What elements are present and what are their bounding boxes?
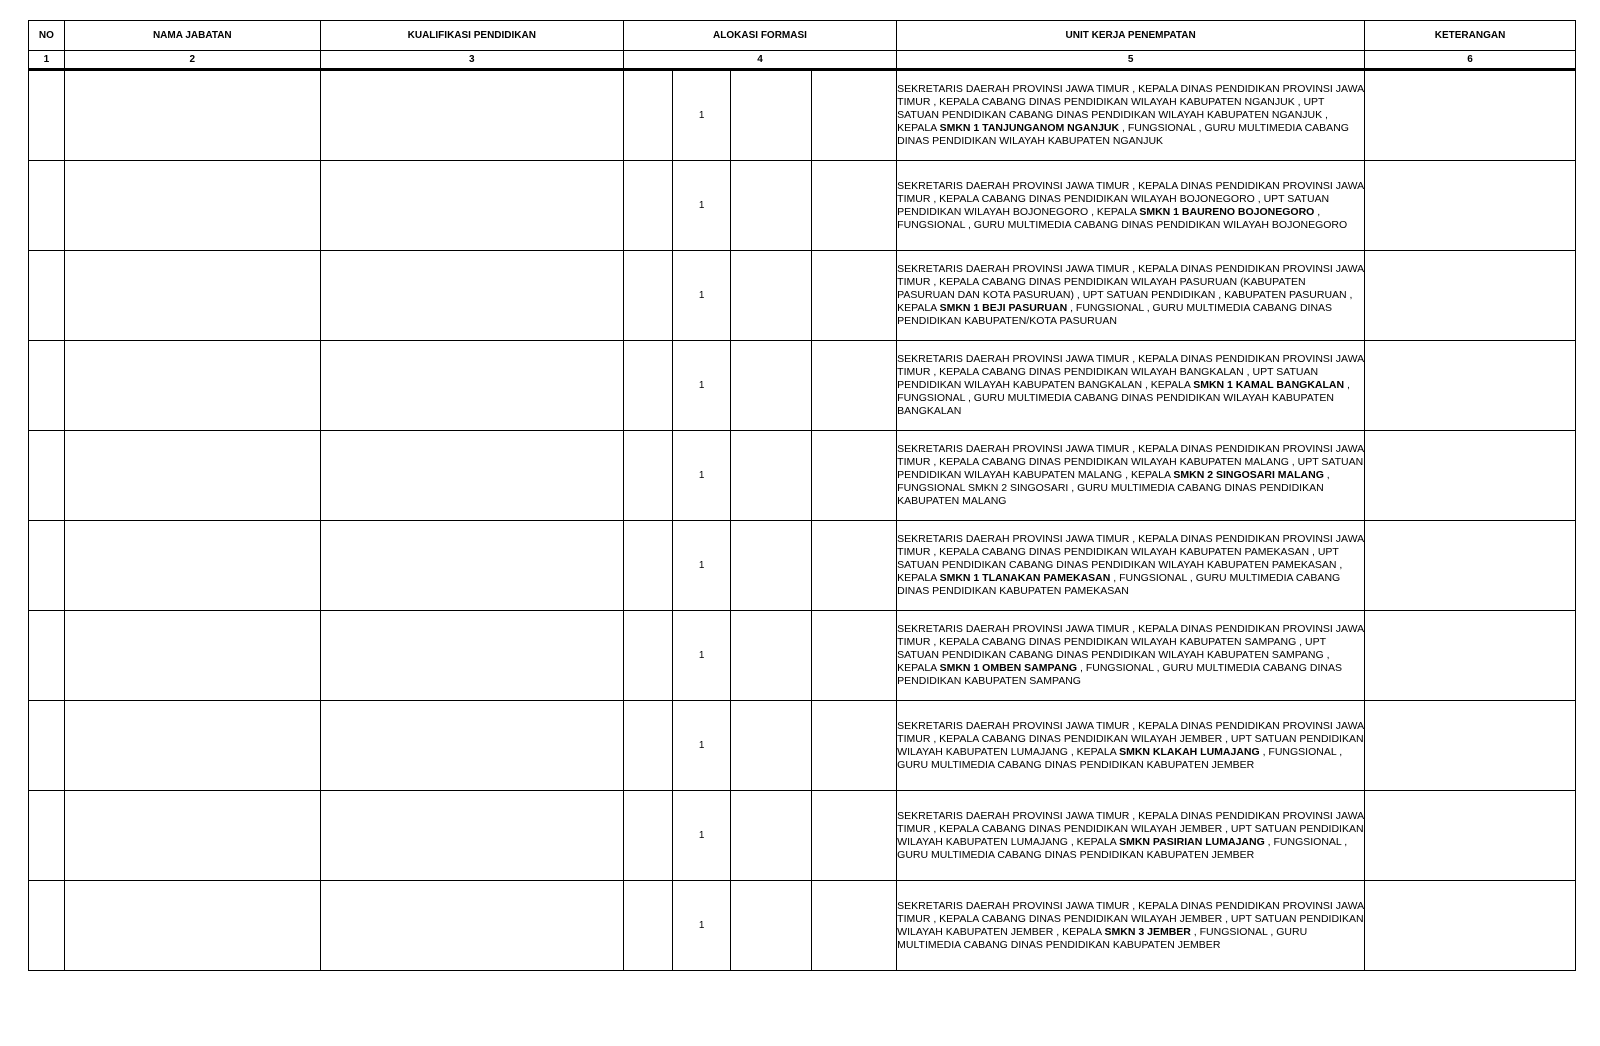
table-row (29, 521, 1576, 611)
cell-unit-kerja-penempatan (897, 251, 1365, 341)
cell-no (29, 431, 65, 521)
cell-no (29, 251, 65, 341)
cell-kualifikasi-pendidikan (320, 521, 623, 611)
cell-keterangan (1365, 161, 1576, 251)
cell-keterangan (1365, 251, 1576, 341)
cell-alokasi-sub (623, 521, 672, 611)
unit-school-name: SMKN 1 KAMAL BANGKALAN (1193, 379, 1345, 391)
unit-school-name: SMKN 2 SINGOSARI MALANG (1173, 469, 1324, 481)
cell-alokasi-sub (812, 611, 897, 701)
unit-text-pre: SEKRETARIS DAERAH PROVINSI JAWA TIMUR , KEPALA DINAS PENDIDIKAN PROVINSI JAWA TIMUR , KEPALA CABANG DINAS PENDIDIKAN WILAYAH BANGKALAN , UPT SATUAN PENDIDIKAN WILAYAH KABUPATEN BANGKALAN , KEPALA (897, 353, 1364, 391)
unit-text-pre: SEKRETARIS DAERAH PROVINSI JAWA TIMUR , KEPALA DINAS PENDIDIKAN PROVINSI JAWA TIMUR , KEPALA CABANG DINAS PENDIDIKAN WILAYAH JEMBER , UPT SATUAN PENDIDIKAN WILAYAH KABUPATEN JEMBER , KEPALA (897, 899, 1364, 938)
unit-text-pre: SEKRETARIS DAERAH PROVINSI JAWA TIMUR , KEPALA DINAS PENDIDIKAN PROVINSI JAWA TIMUR , KEPALA CABANG DINAS PENDIDIKAN WILAYAH PASURUAN (KABUPATEN PASURUAN DAN KOTA PASURUAN) , UPT SATUAN PENDIDIKAN , KABUPATEN PASURUAN , KEPALA (897, 263, 1364, 314)
unit-text-pre: SEKRETARIS DAERAH PROVINSI JAWA TIMUR , KEPALA DINAS PENDIDIKAN PROVINSI JAWA TIMUR , KEPALA CABANG DINAS PENDIDIKAN WILAYAH KABUPATEN NGANJUK , UPT SATUAN PENDIDIKAN CABANG DINAS PENDIDIKAN WILAYAH KABUPATEN NGANJUK , KEPALA (897, 83, 1364, 134)
cell-no (29, 881, 65, 971)
cell-kualifikasi-pendidikan (320, 881, 623, 971)
cell-alokasi-sub (812, 341, 897, 431)
cell-alokasi-sub (731, 70, 812, 161)
cell-kualifikasi-pendidikan (320, 791, 623, 881)
cell-alokasi-formasi: 1 (672, 881, 730, 971)
table-row (29, 701, 1576, 791)
cell-no (29, 701, 65, 791)
cell-alokasi-sub (812, 161, 897, 251)
cell-alokasi-formasi: 1 (672, 161, 730, 251)
cell-alokasi-sub (731, 791, 812, 881)
cell-alokasi-sub (812, 881, 897, 971)
unit-text-post: , FUNGSIONAL , GURU MULTIMEDIA CABANG DINAS PENDIDIKAN WILAYAH BOJONEGORO (897, 205, 1348, 231)
cell-alokasi-formasi: 1 (672, 70, 730, 161)
cell-alokasi-sub (812, 70, 897, 161)
cell-keterangan (1365, 431, 1576, 521)
unit-text-post: , FUNGSIONAL , GURU MULTIMEDIA CABANG DINAS PENDIDIKAN KABUPATEN JEMBER (897, 925, 1308, 951)
unit-school-name: SMKN 1 OMBEN SAMPANG (939, 662, 1078, 674)
column-number: 1 (29, 51, 65, 70)
cell-alokasi-sub (812, 791, 897, 881)
unit-text-pre: SEKRETARIS DAERAH PROVINSI JAWA TIMUR , KEPALA DINAS PENDIDIKAN PROVINSI JAWA TIMUR , KEPALA CABANG DINAS PENDIDIKAN WILAYAH KABUPATEN SAMPANG , UPT SATUAN PENDIDIKAN CABANG DINAS PENDIDIKAN WILAYAH KABUPATEN SAMPANG , KEPALA (897, 623, 1364, 674)
cell-alokasi-sub (731, 161, 812, 251)
unit-text-pre: SEKRETARIS DAERAH PROVINSI JAWA TIMUR , KEPALA DINAS PENDIDIKAN PROVINSI JAWA TIMUR , KEPALA CABANG DINAS PENDIDIKAN WILAYAH KABUPATEN MALANG , UPT SATUAN PENDIDIKAN WILAYAH KABUPATEN MALANG , KEPALA (897, 443, 1364, 481)
cell-keterangan (1365, 341, 1576, 431)
cell-keterangan (1365, 521, 1576, 611)
cell-no (29, 161, 65, 251)
unit-school-name: SMKN PASIRIAN LUMAJANG (1119, 835, 1265, 848)
table-row (29, 161, 1576, 251)
unit-school-name: SMKN 1 TANJUNGANOM NGANJUK (939, 122, 1120, 134)
table-row (29, 70, 1576, 161)
cell-nama-jabatan (64, 791, 320, 881)
column-number: 2 (64, 51, 320, 70)
cell-unit-kerja-penempatan (897, 521, 1365, 611)
header-kualifikasi-pendidikan: KUALIFIKASI PENDIDIKAN (320, 21, 623, 51)
unit-school-name: SMKN KLAKAH LUMAJANG (1119, 745, 1260, 758)
cell-unit-kerja-penempatan (897, 791, 1365, 881)
header-unit-kerja-penempatan: UNIT KERJA PENEMPATAN (897, 21, 1365, 51)
cell-alokasi-sub (812, 431, 897, 521)
cell-alokasi-sub (731, 611, 812, 701)
column-number: 5 (897, 51, 1365, 70)
unit-text-post: , FUNGSIONAL , GURU MULTIMEDIA CABANG DINAS PENDIDIKAN WILAYAH KABUPATEN BANGKALAN (897, 379, 1350, 417)
cell-alokasi-sub (812, 701, 897, 791)
unit-text-pre: SEKRETARIS DAERAH PROVINSI JAWA TIMUR , KEPALA DINAS PENDIDIKAN PROVINSI JAWA TIMUR , KEPALA CABANG DINAS PENDIDIKAN WILAYAH JEMBER , UPT SATUAN PENDIDIKAN WILAYAH KABUPATEN LUMAJANG , KEPALA (897, 809, 1364, 848)
cell-unit-kerja-penempatan (897, 70, 1365, 161)
unit-text-pre: SEKRETARIS DAERAH PROVINSI JAWA TIMUR , KEPALA DINAS PENDIDIKAN PROVINSI JAWA TIMUR , KEPALA CABANG DINAS PENDIDIKAN WILAYAH JEMBER , UPT SATUAN PENDIDIKAN WILAYAH KABUPATEN LUMAJANG , KEPALA (897, 719, 1364, 758)
unit-school-name: SMKN 3 JEMBER (1104, 925, 1191, 938)
cell-alokasi-formasi: 1 (672, 521, 730, 611)
cell-no (29, 341, 65, 431)
cell-alokasi-formasi: 1 (672, 251, 730, 341)
header-no: NO (29, 21, 65, 51)
cell-unit-kerja-penempatan (897, 701, 1365, 791)
cell-alokasi-sub (731, 701, 812, 791)
cell-alokasi-sub (623, 611, 672, 701)
cell-unit-kerja-penempatan (897, 341, 1365, 431)
cell-alokasi-sub (623, 161, 672, 251)
cell-alokasi-sub (731, 881, 812, 971)
cell-unit-kerja-penempatan (897, 431, 1365, 521)
cell-no (29, 791, 65, 881)
cell-alokasi-sub (731, 521, 812, 611)
cell-no (29, 521, 65, 611)
cell-alokasi-sub (731, 431, 812, 521)
table-row (29, 341, 1576, 431)
table-body (29, 70, 1576, 971)
cell-kualifikasi-pendidikan (320, 70, 623, 161)
unit-text-post: , FUNGSIONAL , GURU MULTIMEDIA CABANG DINAS PENDIDIKAN WILAYAH KABUPATEN NGANJUK (897, 122, 1349, 147)
cell-alokasi-formasi: 1 (672, 611, 730, 701)
cell-nama-jabatan (64, 161, 320, 251)
table-row (29, 251, 1576, 341)
unit-text-post: , FUNGSIONAL , GURU MULTIMEDIA CABANG DINAS PENDIDIKAN KABUPATEN SAMPANG (897, 662, 1342, 687)
cell-nama-jabatan (64, 881, 320, 971)
header-alokasi-formasi: ALOKASI FORMASI (623, 21, 896, 51)
cell-nama-jabatan (64, 70, 320, 161)
cell-unit-kerja-penempatan (897, 611, 1365, 701)
cell-alokasi-sub (812, 521, 897, 611)
cell-keterangan (1365, 701, 1576, 791)
unit-text-post: , FUNGSIONAL , GURU MULTIMEDIA CABANG DINAS PENDIDIKAN KABUPATEN JEMBER (897, 835, 1348, 861)
formasi-table (28, 20, 1576, 971)
cell-kualifikasi-pendidikan (320, 701, 623, 791)
cell-unit-kerja-penempatan (897, 881, 1365, 971)
table-header (29, 21, 1576, 70)
unit-school-name: SMKN 1 BAURENO BOJONEGORO (1139, 205, 1315, 218)
cell-kualifikasi-pendidikan (320, 161, 623, 251)
cell-unit-kerja-penempatan (897, 161, 1365, 251)
unit-text-post: , FUNGSIONAL , GURU MULTIMEDIA CABANG DINAS PENDIDIKAN KABUPATEN/KOTA PASURUAN (897, 302, 1333, 327)
cell-no (29, 70, 65, 161)
cell-kualifikasi-pendidikan (320, 611, 623, 701)
cell-keterangan (1365, 881, 1576, 971)
header-keterangan: KETERANGAN (1365, 21, 1576, 51)
column-number: 4 (623, 51, 896, 70)
table-row (29, 431, 1576, 521)
cell-nama-jabatan (64, 251, 320, 341)
cell-keterangan (1365, 791, 1576, 881)
unit-text-pre: SEKRETARIS DAERAH PROVINSI JAWA TIMUR , KEPALA DINAS PENDIDIKAN PROVINSI JAWA TIMUR , KEPALA CABANG DINAS PENDIDIKAN WILAYAH KABUPATEN PAMEKASAN , UPT SATUAN PENDIDIKAN CABANG DINAS PENDIDIKAN WILAYAH KABUPATEN PAMEKASAN , KEPALA (897, 533, 1364, 584)
table-row (29, 791, 1576, 881)
unit-text-post: , FUNGSIONAL , GURU MULTIMEDIA CABANG DINAS PENDIDIKAN KABUPATEN JEMBER (897, 745, 1343, 771)
cell-alokasi-sub (623, 251, 672, 341)
header-nama-jabatan: NAMA JABATAN (64, 21, 320, 51)
cell-alokasi-formasi: 1 (672, 701, 730, 791)
cell-kualifikasi-pendidikan (320, 251, 623, 341)
unit-school-name: SMKN 1 BEJI PASURUAN (939, 302, 1068, 314)
cell-kualifikasi-pendidikan (320, 431, 623, 521)
unit-school-name: SMKN 1 TLANAKAN PAMEKASAN (939, 572, 1111, 584)
cell-keterangan (1365, 611, 1576, 701)
unit-text-pre: SEKRETARIS DAERAH PROVINSI JAWA TIMUR , KEPALA DINAS PENDIDIKAN PROVINSI JAWA TIMUR , KEPALA CABANG DINAS PENDIDIKAN WILAYAH BOJONEGORO , UPT SATUAN PENDIDIKAN WILAYAH BOJONEGORO , KEPALA (897, 179, 1364, 218)
cell-alokasi-sub (731, 341, 812, 431)
table-row (29, 611, 1576, 701)
cell-nama-jabatan (64, 341, 320, 431)
cell-alokasi-sub (623, 791, 672, 881)
cell-alokasi-sub (812, 251, 897, 341)
cell-alokasi-sub (623, 431, 672, 521)
unit-text-post: , FUNGSIONAL SMKN 2 SINGOSARI , GURU MULTIMEDIA CABANG DINAS PENDIDIKAN KABUPATEN MALANG (897, 469, 1330, 507)
cell-nama-jabatan (64, 521, 320, 611)
cell-nama-jabatan (64, 611, 320, 701)
unit-text-post: , FUNGSIONAL , GURU MULTIMEDIA CABANG DINAS PENDIDIKAN KABUPATEN PAMEKASAN (897, 572, 1341, 597)
cell-alokasi-sub (623, 70, 672, 161)
cell-alokasi-sub (623, 881, 672, 971)
cell-alokasi-formasi: 1 (672, 431, 730, 521)
cell-alokasi-formasi: 1 (672, 341, 730, 431)
cell-kualifikasi-pendidikan (320, 341, 623, 431)
cell-keterangan (1365, 70, 1576, 161)
cell-nama-jabatan (64, 701, 320, 791)
column-number: 6 (1365, 51, 1576, 70)
cell-no (29, 611, 65, 701)
cell-alokasi-sub (731, 251, 812, 341)
cell-alokasi-formasi: 1 (672, 791, 730, 881)
column-number: 3 (320, 51, 623, 70)
cell-alokasi-sub (623, 341, 672, 431)
cell-alokasi-sub (623, 701, 672, 791)
cell-nama-jabatan (64, 431, 320, 521)
table-row (29, 881, 1576, 971)
